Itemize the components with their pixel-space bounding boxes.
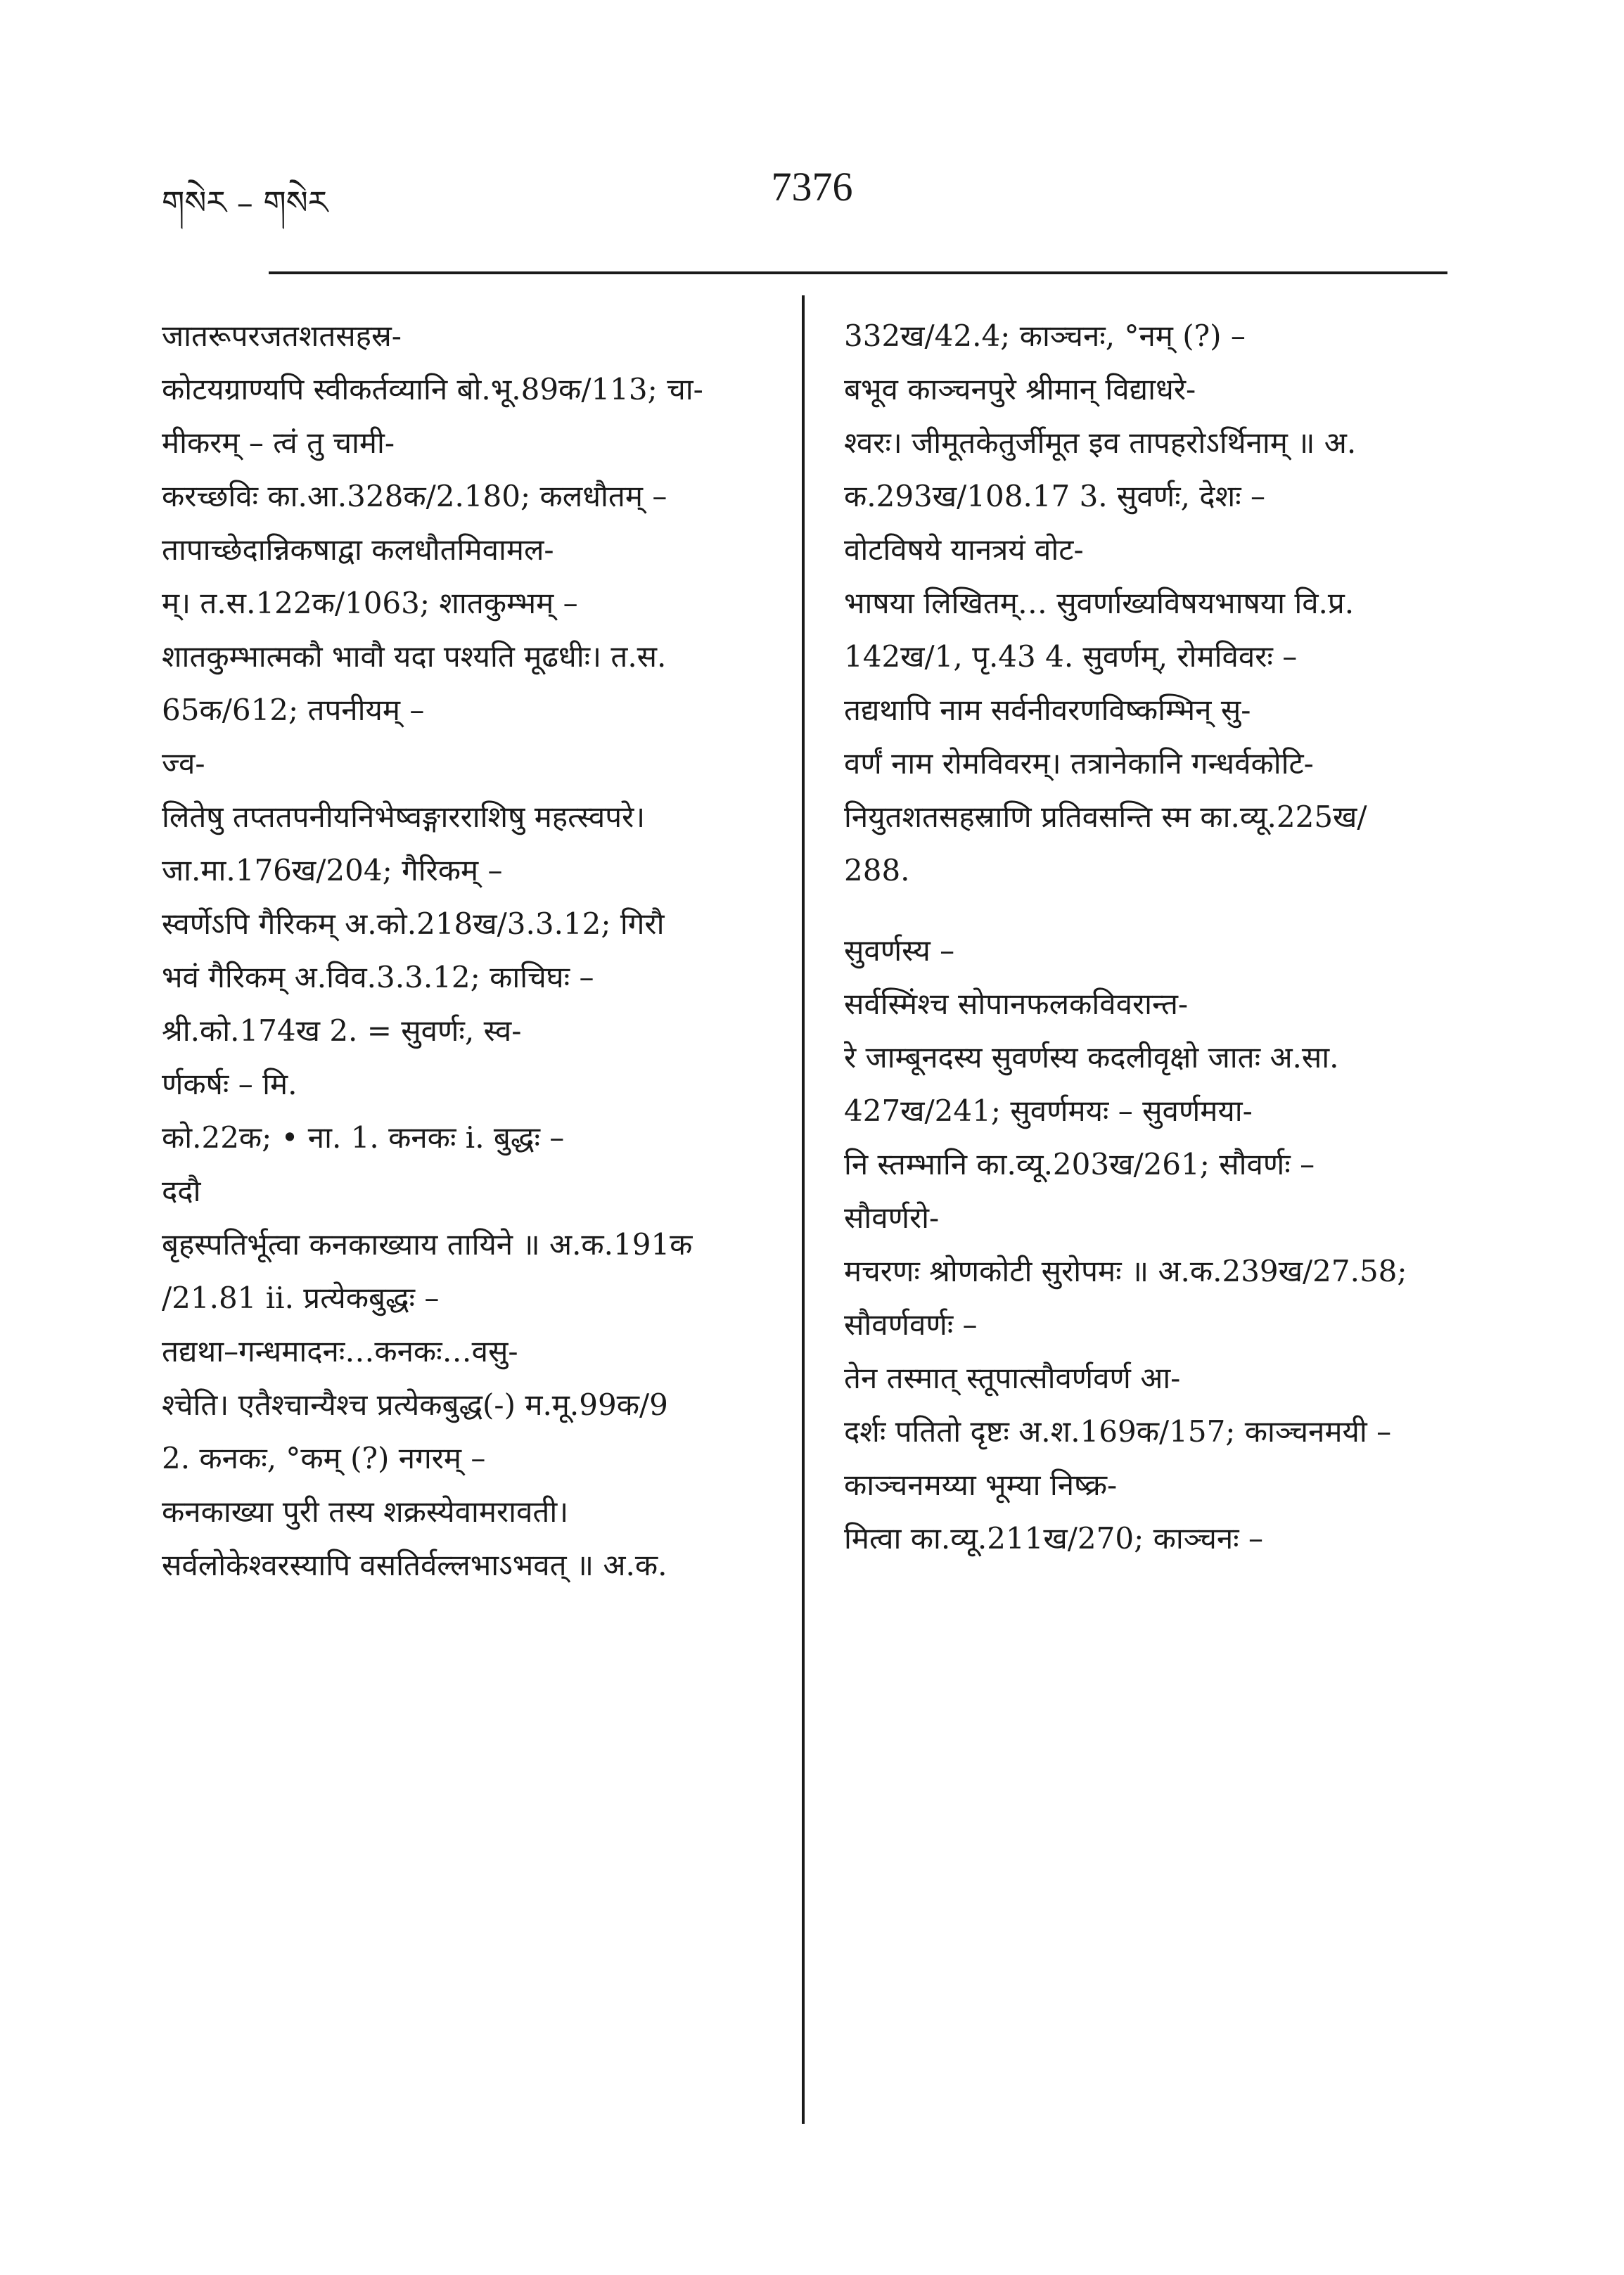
text-line: भाषया लिखितम्… सुवर्णाख्यविषयभाषया वि.प्र. (844, 586, 1355, 620)
text-line: मचरणः श्रोणकोटी सुरोपमः ॥ अ.क.239ख/27.58; (844, 1254, 1407, 1288)
text-line: सौवर्णवर्णः – (844, 1307, 978, 1342)
column-divider (802, 295, 805, 2124)
text-line: करच्छविः का.आ.328क/2.180; कलधौतम् – (162, 479, 667, 513)
paragraph-gap (844, 897, 1463, 924)
text-line: काञ्चनमय्या भूम्या निष्क्र- (844, 1468, 1118, 1502)
text-line: सर्वस्मिंश्च सोपानफलकविवरान्त- (844, 987, 1189, 1021)
text-line: 65क/612; तपनीयम् – (162, 693, 425, 727)
text-line: 332ख/42.4; काञ्चनः, °नम् (?) – (844, 319, 1246, 353)
text-line: सर्वलोकेश्वरस्यापि वसतिर्वल्लभाऽभवत् ॥ अ.क. (162, 1548, 667, 1582)
text-line: म्। त.स.122क/1063; शातकुम्भम् – (162, 586, 578, 620)
running-head: གསེར – གསེར (162, 184, 328, 222)
text-line: को.22क; • ना. 1. कनकः i. बुद्धः – (162, 1120, 565, 1155)
text-line: तद्यथापि नाम सर्वनीवरणविष्कम्भिन् सु- (844, 693, 1251, 727)
page-number: 7376 (771, 164, 853, 210)
text-line: 288. (844, 853, 910, 887)
text-line: नि स्तम्भानि का.व्यू.203ख/261; सौवर्णः – (844, 1147, 1315, 1181)
text-line: बभूव काञ्चनपुरे श्रीमान् विद्याधरे- (844, 372, 1196, 406)
text-line: रे जाम्बूनदस्य सुवर्णस्य कदलीवृक्षो जातः अ.सा. (844, 1040, 1339, 1075)
text-line: वोटविषये यानत्रयं वोट- (844, 532, 1084, 567)
text-line: सुवर्णस्य – (844, 933, 955, 968)
text-line: क.293ख/108.17 3. सुवर्णः, देशः – (844, 479, 1266, 513)
text-line: बृहस्पतिर्भूत्वा कनकाख्याय तायिने ॥ अ.क.191क (162, 1227, 693, 1262)
text-line: कनकाख्या पुरी तस्य शक्रस्येवामरावती। (162, 1494, 569, 1529)
text-line: श्चेति। एतैश्चान्यैश्च प्रत्येकबुद्ध(-) म.मू.99क/9 (162, 1388, 668, 1422)
text-line: वर्णं नाम रोमविवरम्। तत्रानेकानि गन्धर्वकोटि- (844, 746, 1314, 781)
text-line: स्वर्णेऽपि गैरिकम् अ.को.218ख/3.3.12; गिरौ (162, 906, 665, 941)
left-column (162, 309, 781, 1592)
text-line: /21.81 ii. प्रत्येकबुद्धः – (162, 1281, 440, 1315)
text-line: ज्व- (162, 746, 205, 781)
text-line: दर्शः पतितो दृष्टः अ.श.169क/157; काञ्चनमयी – (844, 1414, 1392, 1449)
text-line: मीकरम् – त्वं तु चामी- (162, 425, 395, 460)
text-line: कोटयग्राण्यपि स्वीकर्तव्यानि बो.भू.89क/113; चा- (162, 372, 703, 406)
text-line: नियुतशतसहस्राणि प्रतिवसन्ति स्म का.व्यू.225ख/ (844, 800, 1367, 834)
text-line: शातकुम्भात्मकौ भावौ यदा पश्यति मूढधीः। त.स. (162, 639, 667, 674)
text-line: मित्वा का.व्यू.211ख/270; काञ्चनः – (844, 1521, 1264, 1556)
text-line: श्वरः। जीमूतकेतुर्जीमूत इव तापहरोऽर्थिनाम् ॥ अ. (844, 425, 1357, 460)
header-rule (269, 271, 1447, 274)
text-line: 427ख/241; सुवर्णमयः – सुवर्णमया- (844, 1094, 1253, 1128)
text-line: जातरूपरजतशतसहस्र- (162, 319, 402, 353)
text-line: भवं गैरिकम् अ.विव.3.3.12; काचिघः – (162, 960, 594, 994)
text-line: जा.मा.176ख/204; गैरिकम् – (162, 853, 503, 887)
text-line: तेन तस्मात् स्तूपात्सौवर्णवर्ण आ- (844, 1361, 1181, 1395)
text-line: 2. कनकः, °कम् (?) नगरम् – (162, 1441, 486, 1475)
text-line: ददौ (162, 1174, 201, 1208)
right-column (844, 309, 1463, 1565)
text-line: लितेषु तप्ततपनीयनिभेष्वङ्गारराशिषु महत्स्वपरे। (162, 800, 646, 834)
text-line: श्री.को.174ख 2. = सुवर्णः, स्व- (162, 1013, 522, 1048)
text-line: तद्यथा–गन्धमादनः…कनकः…वसु- (162, 1334, 518, 1369)
text-line: तापाच्छेदान्निकषाद्वा कलधौतमिवामल- (162, 532, 554, 567)
text-line: सौवर्णरो- (844, 1200, 940, 1235)
text-line: 142ख/1, पृ.43 4. सुवर्णम्, रोमविवरः – (844, 639, 1298, 674)
text-line: र्णकर्षः – मि. (162, 1067, 298, 1101)
